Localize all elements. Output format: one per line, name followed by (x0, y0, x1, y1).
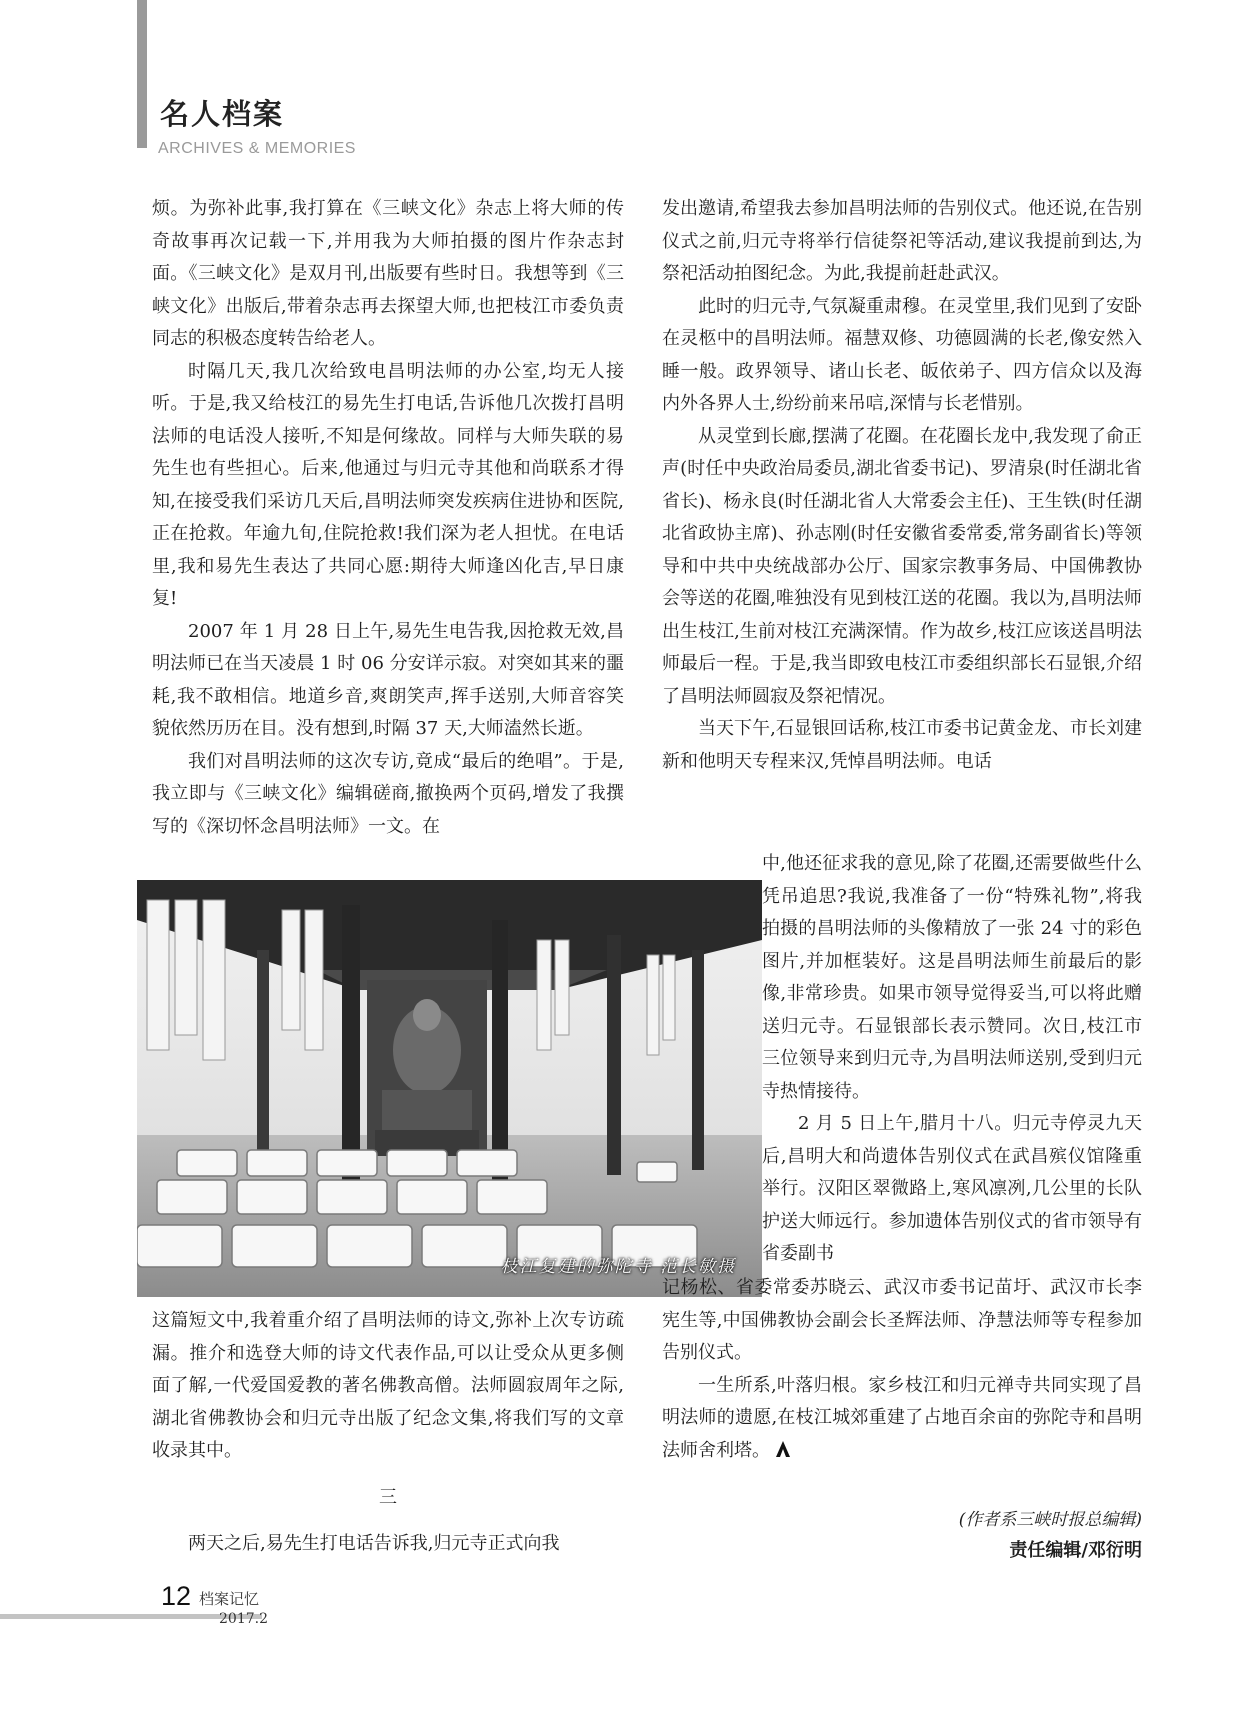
paragraph: 我们对昌明法师的这次专访,竟成“最后的绝唱”。于是,我立即与《三峡文化》编辑磋商,撤换两个页码,增发了我撰写的《深切怀念昌明法师》一文。在 (152, 750, 624, 837)
temple-photo (137, 880, 762, 1297)
left-column-bottom (152, 1305, 624, 1561)
photo-caption: 枝江复建的弥陀寺 范长敏摄 (500, 1257, 736, 1277)
end-mark-icon (774, 1440, 792, 1458)
page-number: 12 (161, 1581, 192, 1611)
paragraph: 这篇短文中,我着重介绍了昌明法师的诗文,弥补上次专访疏漏。推介和选登大师的诗文代表作品,可以让受众从更多侧面了解,一代爱国爱教的著名佛教高僧。法师圆寂周年之际,湖北省佛教协会和归元寺出版了纪念文集,将我们写的文章收录其中。 (152, 1310, 624, 1461)
author-note: (作者系三峡时报总编辑) (958, 1510, 1142, 1530)
section-subtitle: ARCHIVES & MEMORIES (158, 140, 356, 157)
right-column-middle (762, 848, 1142, 1271)
magazine-name: 档案记忆 (199, 1590, 260, 1608)
section-heading-three: 三 (379, 1486, 397, 1508)
paragraph: 记杨松、省委常委苏晓云、武汉市委书记苗圩、武汉市长李宪生等,中国佛教协会副会长圣辉法师、净慧法师等专程参加告别仪式。 (662, 1277, 1142, 1363)
paragraph: 时隔几天,我几次给致电昌明法师的办公室,均无人接听。于是,我又给枝江的易先生打电话,告诉他几次拨打昌明法师的电话没人接听,不知是何缘故。同样与大师失联的易先生也有些担心。后来,他通过与归元寺其他和尚联系才得知,在接受我们采访几天后,昌明法师突发疾病住进协和医院,正在抢救。年逾九旬,住院抢救!我们深为老人担忧。在电话里,我和易先生表达了共同心愿:期待大师逢凶化吉,早日康复! (152, 360, 624, 609)
paragraph: 2 月 5 日上午,腊月十八。归元寺停灵九天后,昌明大和尚遗体告别仪式在武昌殡仪馆隆重举行。汉阳区翠微路上,寒风凛冽,几公里的长队护送大师远行。参加遗体告别仪式的省市领导有省委副书 (762, 1113, 1142, 1264)
paragraph: 此时的归元寺,气氛凝重肃穆。在灵堂里,我们见到了安卧在灵柩中的昌明法师。福慧双修、功德圆满的长老,像安然入睡一般。政界领导、诸山长老、皈依弟子、四方信众以及海内外各界人士,纷纷前来吊唁,深情与长老惜别。 (662, 295, 1142, 414)
paragraph: 当天下午,石显银回话称,枝江市委书记黄金龙、市长刘建新和他明天专程来汉,凭悼昌明法师。电话 (662, 718, 1142, 772)
header-bar (137, 0, 147, 148)
issue-number: 2017.2 (219, 1611, 268, 1627)
right-column-top (662, 193, 1142, 778)
paragraph: 发出邀请,希望我去参加昌明法师的告别仪式。他还说,在告别仪式之前,归元寺将举行信徒祭祀等活动,建议我提前到达,为祭祀活动拍图纪念。为此,我提前赶赴武汉。 (662, 198, 1142, 284)
paragraph: 2007 年 1 月 28 日上午,易先生电告我,因抢救无效,昌明法师已在当天凌晨 1 时 06 分安详示寂。对突如其来的噩耗,我不敢相信。地道乡音,爽朗笑声,挥手送别,大师音容笑貌依然历历在目。没有想到,时隔 37 天,大师溘然长逝。 (152, 620, 624, 739)
paragraph: 两天之后,易先生打电话告诉我,归元寺正式向我 (188, 1533, 560, 1554)
paragraph: 从灵堂到长廊,摆满了花圈。在花圈长龙中,我发现了俞正声(时任中央政治局委员,湖北省委书记)、罗清泉(时任湖北省省长)、杨永良(时任湖北省人大常委会主任)、王生铁(时任湖北省政协主席)、孙志刚(时任安徽省委常委,常务副省长)等领导和中共中央统战部办公厅、国家宗教事务局、中国佛教协会等送的花圈,唯独没有见到枝江送的花圈。我以为,昌明法师出生枝江,生前对枝江充满深情。作为故乡,枝江应该送昌明法师最后一程。于是,我当即致电枝江市委组织部长石显银,介绍了昌明法师圆寂及祭祀情况。 (662, 425, 1142, 707)
paragraph: 烦。为弥补此事,我打算在《三峡文化》杂志上将大师的传奇故事再次记载一下,并用我为大师拍摄的图片作杂志封面。《三峡文化》是双月刊,出版要有些时日。我想等到《三峡文化》出版后,带着杂志再去探望大师,也把枝江市委负责同志的积极态度转告给老人。 (152, 198, 624, 349)
paragraph: 中,他还征求我的意见,除了花圈,还需要做些什么凭吊追思?我说,我准备了一份“特殊礼物”,将我拍摄的昌明法师的头像精放了一张 24 寸的彩色图片,并加框装好。这是昌明法师生前最后的影像,非常珍贵。如果市领导觉得妥当,可以将此赠送归元寺。石显银部长表示赞同。次日,枝江市三位领导来到归元寺,为昌明法师送别,受到归元寺热情接待。 (762, 853, 1142, 1102)
left-column-top (152, 193, 624, 843)
paragraph-text: 一生所系,叶落归根。家乡枝江和归元禅寺共同实现了昌明法师的遗愿,在枝江城郊重建了占地百余亩的弥陀寺和昌明法师舍利塔。 (662, 1374, 1142, 1461)
right-column-bottom (662, 1272, 1142, 1467)
section-title: 名人档案 (160, 97, 285, 131)
temple-interior-image (137, 880, 762, 1297)
paragraph (662, 1370, 1142, 1468)
editor-credit: 责任编辑/邓衍明 (1009, 1540, 1142, 1561)
